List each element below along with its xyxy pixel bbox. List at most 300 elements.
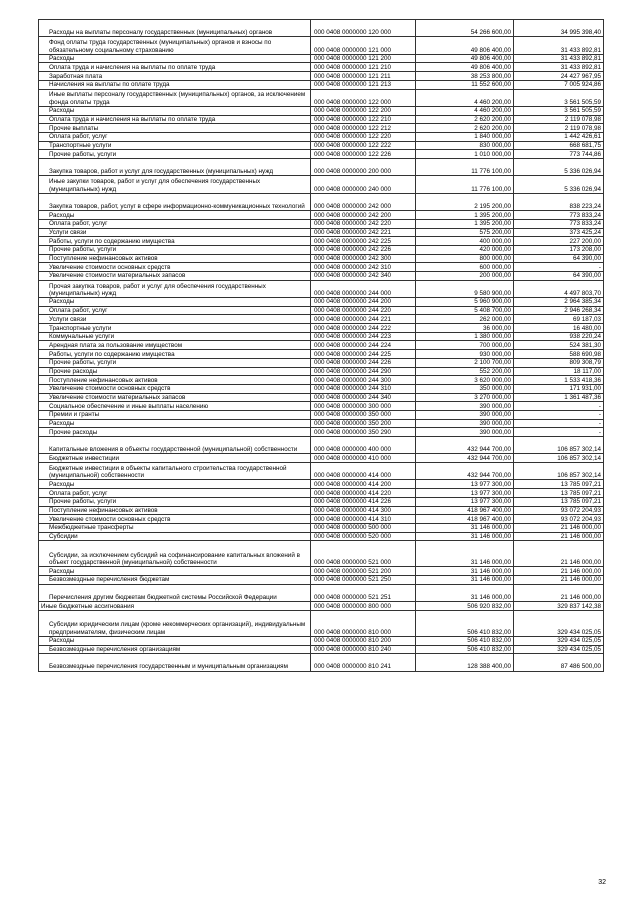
row-code: 000 0408 0000000 521 000 [311,541,416,567]
row-fact-amount: 373 425,24 [514,228,604,237]
row-plan-amount: 4 460 200,00 [416,89,514,106]
row-name: Премии и гранты [39,410,311,419]
row-fact-amount: 106 857 302,14 [514,454,604,463]
row-plan-amount: 3 620 000,00 [416,376,514,385]
row-fact-amount: 13 785 097,21 [514,480,604,489]
row-plan-amount: 128 388 400,00 [416,654,514,671]
row-name: Увеличение стоимости материальных запасов [39,393,311,402]
row-plan-amount: 2 195 200,00 [416,193,514,210]
table-row [39,393,604,402]
row-code: 000 0408 0000000 414 226 [311,497,416,506]
row-plan-amount: 390 000,00 [416,428,514,437]
row-plan-amount: 13 977 300,00 [416,480,514,489]
row-name: Поступление нефинансовых активов [39,254,311,263]
row-plan-amount: 1 840 000,00 [416,132,514,141]
row-plan-amount: 506 920 832,00 [416,602,514,611]
row-plan-amount: 262 000,00 [416,315,514,324]
row-plan-amount: 390 000,00 [416,402,514,411]
row-plan-amount: 400 000,00 [416,237,514,246]
table-row [39,410,604,419]
row-name: Бюджетные инвестиции [39,454,311,463]
row-plan-amount: 552 200,00 [416,367,514,376]
row-fact-amount: 16 480,00 [514,324,604,333]
row-code: 000 0408 0000000 521 200 [311,567,416,576]
row-code: 000 0408 0000000 521 251 [311,584,416,601]
table-row [39,271,604,280]
row-fact-amount: 7 005 924,86 [514,80,604,89]
row-code: 000 0408 0000000 242 226 [311,245,416,254]
table-row [39,20,604,37]
row-fact-amount: 524 381,30 [514,341,604,350]
row-fact-amount: 21 146 000,00 [514,523,604,532]
table-row [39,532,604,541]
row-fact-amount: - [514,419,604,428]
row-name: Увеличение стоимости материальных запасов [39,271,311,280]
row-fact-amount: 2 119 078,98 [514,115,604,124]
row-fact-amount: 668 681,75 [514,141,604,150]
row-fact-amount: 21 146 000,00 [514,532,604,541]
row-name: Социальное обеспечение и иные выплаты населению [39,402,311,411]
row-code: 000 0408 0000000 121 200 [311,54,416,63]
row-plan-amount: 31 146 000,00 [416,523,514,532]
row-fact-amount: 5 336 026,94 [514,159,604,176]
row-name: Услуги связи [39,315,311,324]
row-fact-amount: 69 187,03 [514,315,604,324]
row-name: Увеличение стоимости основных средств [39,384,311,393]
row-name: Безвозмездные перечисления бюджетам [39,576,311,585]
row-fact-amount: - [514,410,604,419]
table-row [39,350,604,359]
row-fact-amount: 938 220,24 [514,332,604,341]
row-name: Услуги связи [39,228,311,237]
row-name: Оплата работ, услуг [39,219,311,228]
row-code: 000 0408 0000000 120 000 [311,20,416,37]
row-code: 000 0408 0000000 500 000 [311,523,416,532]
row-name: Арендная плата за пользование имуществом [39,341,311,350]
row-code: 000 0408 0000000 122 210 [311,115,416,124]
table-row [39,654,604,671]
row-fact-amount: 171 931,00 [514,384,604,393]
row-fact-amount: 809 308,79 [514,358,604,367]
row-plan-amount: 506 410 832,00 [416,645,514,654]
row-name: Закупка товаров, работ и услуг для государственных (муниципальных) нужд [39,159,311,176]
table-row [39,124,604,133]
row-code: 000 0408 0000000 244 223 [311,332,416,341]
row-name: Увеличение стоимости основных средств [39,515,311,524]
table-row [39,254,604,263]
row-code: 000 0408 0000000 810 200 [311,636,416,645]
row-code: 000 0408 0000000 520 000 [311,532,416,541]
table-row [39,402,604,411]
row-code: 000 0408 0000000 242 225 [311,237,416,246]
row-name: Иные выплаты персоналу государственных (муниципальных) органов, за исключением фонда оплаты труда [39,89,311,106]
table-row [39,306,604,315]
row-fact-amount: 21 146 000,00 [514,541,604,567]
row-name: Начисления на выплаты по оплате труда [39,80,311,89]
row-plan-amount: 13 977 300,00 [416,497,514,506]
row-plan-amount: 2 620 200,00 [416,115,514,124]
table-row [39,506,604,515]
row-fact-amount: 329 434 025,05 [514,645,604,654]
row-name: Прочая закупка товаров, работ и услуг для обеспечения государственных (муниципальных) нужд [39,280,311,297]
row-plan-amount: 49 806 400,00 [416,63,514,72]
row-name: Расходы [39,211,311,220]
row-name: Закупка товаров, работ, услуг в сфере информационно-коммуникационных технологий [39,193,311,210]
row-fact-amount: 24 427 967,95 [514,72,604,81]
row-fact-amount: 93 072 204,93 [514,506,604,515]
row-fact-amount: 3 561 505,59 [514,106,604,115]
row-name: Расходы [39,567,311,576]
table-row [39,106,604,115]
row-fact-amount: 1 442 426,61 [514,132,604,141]
row-name: Прочие расходы [39,428,311,437]
row-code: 000 0408 0000000 414 200 [311,480,416,489]
row-fact-amount: 21 146 000,00 [514,584,604,601]
row-plan-amount: 13 977 300,00 [416,489,514,498]
row-fact-amount: 31 433 892,81 [514,37,604,54]
row-code: 000 0408 0000000 244 300 [311,376,416,385]
row-plan-amount: 2 100 700,00 [416,358,514,367]
row-fact-amount: 2 964 385,34 [514,298,604,307]
row-fact-amount: 21 146 000,00 [514,567,604,576]
row-name: Транспортные услуги [39,141,311,150]
table-row [39,367,604,376]
table-row [39,237,604,246]
page-number: 32 [598,879,606,886]
table-row [39,54,604,63]
row-fact-amount: 329 434 025,05 [514,610,604,636]
table-row [39,636,604,645]
row-plan-amount: 600 000,00 [416,263,514,272]
row-fact-amount: 5 336 026,94 [514,176,604,193]
row-fact-amount: 2 119 078,98 [514,124,604,133]
table-row [39,132,604,141]
row-code: 000 0408 0000000 350 290 [311,428,416,437]
table-row [39,497,604,506]
row-code: 000 0408 0000000 244 225 [311,350,416,359]
row-code: 000 0408 0000000 244 221 [311,315,416,324]
row-name: Прочие работы, услуги [39,245,311,254]
row-code: 000 0408 0000000 122 226 [311,150,416,159]
row-fact-amount: 106 857 302,14 [514,437,604,454]
table-row [39,263,604,272]
table-row [39,115,604,124]
row-code: 000 0408 0000000 244 340 [311,393,416,402]
row-plan-amount: 432 944 700,00 [416,454,514,463]
table-row [39,576,604,585]
row-plan-amount: 1 010 000,00 [416,150,514,159]
row-code: 000 0408 0000000 414 000 [311,463,416,480]
table-row [39,332,604,341]
table-row [39,567,604,576]
table-row [39,428,604,437]
table-row [39,315,604,324]
row-name: Оплата труда и начисления на выплаты по оплате труда [39,115,311,124]
table-row [39,80,604,89]
row-fact-amount: 1 533 418,36 [514,376,604,385]
row-plan-amount: 432 944 700,00 [416,437,514,454]
row-plan-amount: 506 410 832,00 [416,610,514,636]
row-plan-amount: 1 395 200,00 [416,211,514,220]
row-code: 000 0408 0000000 521 250 [311,576,416,585]
row-name: Капитальные вложения в объекты государственной (муниципальной) собственности [39,437,311,454]
row-fact-amount: 106 857 302,14 [514,463,604,480]
table-row [39,541,604,567]
row-plan-amount: 5 960 900,00 [416,298,514,307]
table-row [39,419,604,428]
row-name: Бюджетные инвестиции в объекты капитального строительства государственной (муниципальной) собственности [39,463,311,480]
row-code: 000 0408 0000000 242 310 [311,263,416,272]
row-code: 000 0408 0000000 400 000 [311,437,416,454]
row-fact-amount: 31 433 892,81 [514,63,604,72]
row-name: Субсидии [39,532,311,541]
row-plan-amount: 1 395 200,00 [416,219,514,228]
row-name: Иные бюджетные ассигнования [39,602,311,611]
row-name: Расходы на выплаты персоналу государственных (муниципальных) органов [39,20,311,37]
table-row [39,72,604,81]
row-plan-amount: 11 552 600,00 [416,80,514,89]
table-row [39,645,604,654]
row-fact-amount: 329 434 025,05 [514,636,604,645]
row-plan-amount: 390 000,00 [416,419,514,428]
row-code: 000 0408 0000000 414 300 [311,506,416,515]
row-plan-amount: 700 000,00 [416,341,514,350]
table-row [39,298,604,307]
row-code: 000 0408 0000000 414 310 [311,515,416,524]
table-row [39,89,604,106]
row-fact-amount: 773 744,86 [514,150,604,159]
row-fact-amount: 34 995 398,40 [514,20,604,37]
row-plan-amount: 49 806 400,00 [416,37,514,54]
row-code: 000 0408 0000000 800 000 [311,602,416,611]
table-row [39,480,604,489]
row-code: 000 0408 0000000 414 220 [311,489,416,498]
row-code: 000 0408 0000000 122 220 [311,132,416,141]
row-code: 000 0408 0000000 122 200 [311,106,416,115]
row-plan-amount: 200 000,00 [416,271,514,280]
row-code: 000 0408 0000000 242 000 [311,193,416,210]
row-plan-amount: 418 967 400,00 [416,506,514,515]
table-row [39,437,604,454]
row-name: Прочие расходы [39,367,311,376]
row-plan-amount: 31 146 000,00 [416,576,514,585]
row-name: Иные закупки товаров, работ и услуг для обеспечения государственных (муниципальных) нужд [39,176,311,193]
table-row [39,610,604,636]
row-plan-amount: 350 000,00 [416,384,514,393]
row-plan-amount: 31 146 000,00 [416,541,514,567]
row-fact-amount: 1 361 487,36 [514,393,604,402]
row-plan-amount: 5 408 700,00 [416,306,514,315]
row-name: Расходы [39,636,311,645]
row-fact-amount: 18 117,00 [514,367,604,376]
row-fact-amount: 64 390,00 [514,254,604,263]
row-plan-amount: 54 266 600,00 [416,20,514,37]
row-name: Транспортные услуги [39,324,311,333]
row-code: 000 0408 0000000 244 222 [311,324,416,333]
row-code: 000 0408 0000000 300 000 [311,402,416,411]
row-name: Расходы [39,54,311,63]
row-code: 000 0408 0000000 242 300 [311,254,416,263]
budget-table [38,19,604,672]
row-name: Прочие работы, услуги [39,497,311,506]
table-row [39,219,604,228]
row-code: 000 0408 0000000 350 200 [311,419,416,428]
row-name: Перечисления другим бюджетам бюджетной системы Российской Федерации [39,584,311,601]
row-name: Расходы [39,106,311,115]
row-name: Межбюджетные трансферты [39,523,311,532]
row-name: Расходы [39,480,311,489]
row-fact-amount: 31 433 892,81 [514,54,604,63]
row-name: Коммунальные услуги [39,332,311,341]
row-code: 000 0408 0000000 122 212 [311,124,416,133]
table-row [39,141,604,150]
row-plan-amount: 432 944 700,00 [416,463,514,480]
row-code: 000 0408 0000000 810 240 [311,645,416,654]
row-name: Работы, услуги по содержанию имущества [39,350,311,359]
row-code: 000 0408 0000000 810 000 [311,610,416,636]
row-code: 000 0408 0000000 121 211 [311,72,416,81]
row-fact-amount: 21 146 000,00 [514,576,604,585]
row-name: Расходы [39,298,311,307]
row-code: 000 0408 0000000 121 000 [311,37,416,54]
row-code: 000 0408 0000000 242 200 [311,211,416,220]
row-code: 000 0408 0000000 810 241 [311,654,416,671]
row-fact-amount: 87 486 500,00 [514,654,604,671]
row-name: Оплата труда и начисления на выплаты по оплате труда [39,63,311,72]
row-code: 000 0408 0000000 242 221 [311,228,416,237]
row-code: 000 0408 0000000 240 000 [311,176,416,193]
row-code: 000 0408 0000000 410 000 [311,454,416,463]
row-plan-amount: 830 000,00 [416,141,514,150]
table-row [39,489,604,498]
row-fact-amount: 329 837 142,38 [514,602,604,611]
table-row [39,584,604,601]
row-fact-amount: 64 390,00 [514,271,604,280]
table-row [39,211,604,220]
row-fact-amount: - [514,402,604,411]
row-code: 000 0408 0000000 122 222 [311,141,416,150]
row-plan-amount: 930 000,00 [416,350,514,359]
row-plan-amount: 49 806 400,00 [416,54,514,63]
row-code: 000 0408 0000000 242 220 [311,219,416,228]
row-fact-amount: 773 833,24 [514,211,604,220]
row-plan-amount: 31 146 000,00 [416,532,514,541]
row-fact-amount: 173 208,00 [514,245,604,254]
row-fact-amount: 13 785 097,21 [514,489,604,498]
row-code: 000 0408 0000000 200 000 [311,159,416,176]
row-plan-amount: 11 776 100,00 [416,159,514,176]
row-fact-amount: 588 690,98 [514,350,604,359]
row-code: 000 0408 0000000 244 200 [311,298,416,307]
row-name: Фонд оплаты труда государственных (муниципальных) органов и взносы по обязательному социальному страхованию [39,37,311,54]
row-fact-amount: - [514,263,604,272]
row-plan-amount: 1 380 000,00 [416,332,514,341]
row-fact-amount: 773 833,24 [514,219,604,228]
row-code: 000 0408 0000000 244 224 [311,341,416,350]
row-plan-amount: 38 253 800,00 [416,72,514,81]
row-name: Безвозмездные перечисления государственным и муниципальным организациям [39,654,311,671]
row-fact-amount: 227 200,00 [514,237,604,246]
row-code: 000 0408 0000000 244 226 [311,358,416,367]
row-code: 000 0408 0000000 244 290 [311,367,416,376]
row-plan-amount: 575 200,00 [416,228,514,237]
row-name: Заработная плата [39,72,311,81]
table-row [39,376,604,385]
row-plan-amount: 9 580 900,00 [416,280,514,297]
row-plan-amount: 390 000,00 [416,410,514,419]
row-name: Поступление нефинансовых активов [39,506,311,515]
table-row [39,193,604,210]
row-plan-amount: 4 460 200,00 [416,106,514,115]
row-fact-amount: 4 497 803,70 [514,280,604,297]
row-plan-amount: 420 000,00 [416,245,514,254]
row-name: Субсидии, за исключением субсидий на софинансирование капитальных вложений в объект государственной (муниципальной) собственности [39,541,311,567]
table-row [39,358,604,367]
table-row [39,463,604,480]
row-fact-amount: 93 072 204,93 [514,515,604,524]
table-row [39,228,604,237]
row-code: 000 0408 0000000 350 000 [311,410,416,419]
row-code: 000 0408 0000000 121 213 [311,80,416,89]
row-plan-amount: 11 776 100,00 [416,176,514,193]
row-name: Прочие работы, услуги [39,358,311,367]
row-name: Оплата работ, услуг [39,306,311,315]
row-name: Прочие работы, услуги [39,150,311,159]
row-name: Увеличение стоимости основных средств [39,263,311,272]
row-name: Оплата работ, услуг [39,132,311,141]
row-name: Расходы [39,419,311,428]
row-code: 000 0408 0000000 121 210 [311,63,416,72]
row-code: 000 0408 0000000 244 220 [311,306,416,315]
row-code: 000 0408 0000000 242 340 [311,271,416,280]
row-fact-amount: - [514,428,604,437]
table-row [39,454,604,463]
row-code: 000 0408 0000000 244 310 [311,384,416,393]
row-plan-amount: 31 146 000,00 [416,584,514,601]
row-code: 000 0408 0000000 122 000 [311,89,416,106]
row-fact-amount: 3 561 505,59 [514,89,604,106]
table-row [39,602,604,611]
row-name: Прочие выплаты [39,124,311,133]
table-row [39,150,604,159]
row-name: Безвозмездные перечисления организациям [39,645,311,654]
table-row [39,245,604,254]
table-row [39,523,604,532]
row-plan-amount: 36 000,00 [416,324,514,333]
row-plan-amount: 506 410 832,00 [416,636,514,645]
row-name: Оплата работ, услуг [39,489,311,498]
row-fact-amount: 838 223,24 [514,193,604,210]
table-row [39,159,604,176]
row-plan-amount: 2 620 200,00 [416,124,514,133]
row-code: 000 0408 0000000 244 000 [311,280,416,297]
table-row [39,37,604,54]
table-row [39,176,604,193]
row-name: Работы, услуги по содержанию имущества [39,237,311,246]
row-plan-amount: 3 270 000,00 [416,393,514,402]
table-row [39,341,604,350]
row-plan-amount: 418 967 400,00 [416,515,514,524]
row-fact-amount: 13 785 097,21 [514,497,604,506]
table-row [39,384,604,393]
row-plan-amount: 800 000,00 [416,254,514,263]
budget-table-body [39,20,604,672]
table-row [39,324,604,333]
table-row [39,515,604,524]
row-name: Поступление нефинансовых активов [39,376,311,385]
table-row [39,280,604,297]
row-fact-amount: 2 946 268,34 [514,306,604,315]
